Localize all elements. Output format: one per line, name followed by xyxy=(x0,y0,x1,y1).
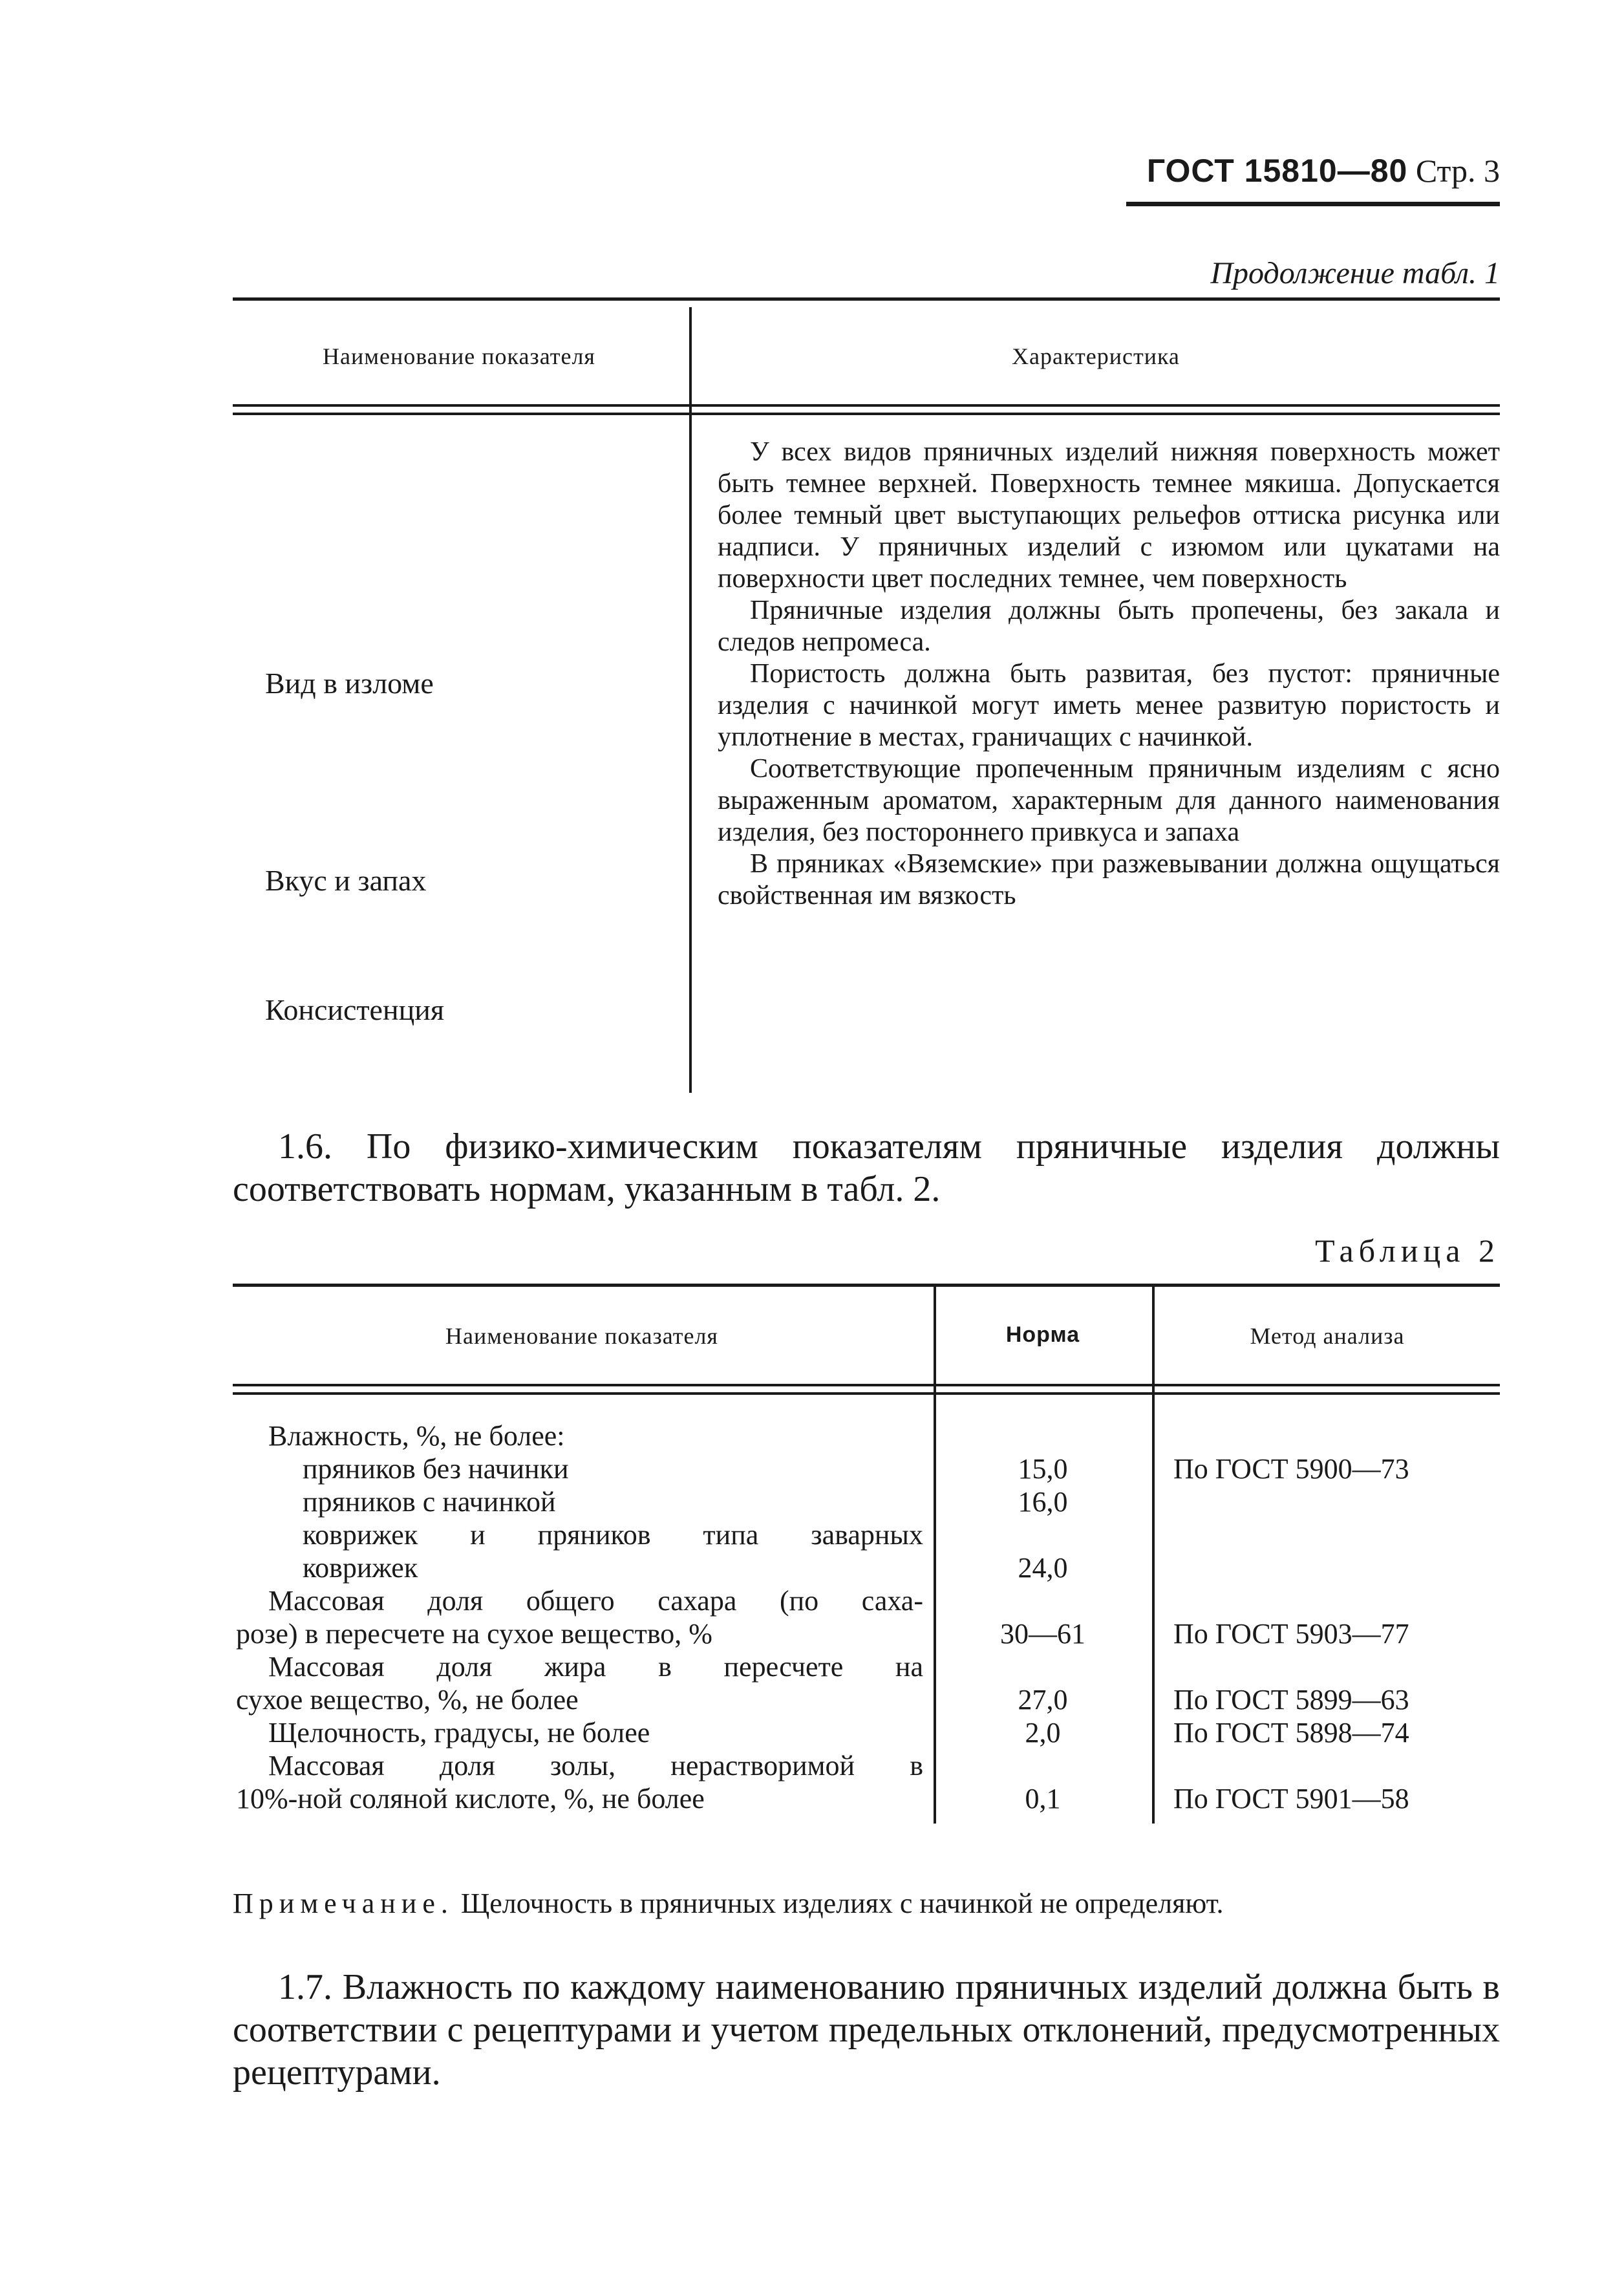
paragraph-1-6 xyxy=(233,1125,1500,1211)
label-taste: Вкус и запах xyxy=(265,864,427,897)
table1-header-rule-2 xyxy=(233,413,1500,415)
table2-row: 10%-ной соляной кислоте, %, не более xyxy=(236,1783,705,1814)
char-fracture-2: Пористость должна быть развитая, без пустот: пряничные изделия с начинкой могут иметь менее развитую пористость и уплотнение в местах, граничащих с начинкой. xyxy=(718,659,1500,752)
table2-row: пряников без начинки xyxy=(303,1453,569,1485)
table2-row: коврижек xyxy=(303,1552,418,1584)
table2-norm: 2,0 xyxy=(1025,1717,1061,1749)
table1-continuation: Продолжение табл. 1 xyxy=(1210,256,1500,290)
table2-row: Массовая доля жира в пересчете на xyxy=(268,1651,923,1683)
table1-header-char: Характеристика xyxy=(1012,343,1180,369)
label-fracture: Вид в изломе xyxy=(265,667,434,700)
table1-top-rule xyxy=(233,297,1500,301)
table2-row: коврижек и пряников типа заварных xyxy=(303,1519,923,1551)
table2-method: По ГОСТ 5901—58 xyxy=(1173,1783,1409,1814)
table2-note xyxy=(233,1885,1500,1922)
gost-number: ГОСТ 15810—80 xyxy=(1146,153,1408,189)
page-number: Стр. 3 xyxy=(1415,153,1500,189)
table2-row: сухое вещество, %, не более xyxy=(236,1684,579,1716)
paragraph-1-7 xyxy=(233,1966,1500,2094)
table2-row: Влажность, %, не более: xyxy=(268,1420,565,1452)
table2-top-rule xyxy=(233,1284,1500,1287)
table2-header-norm: Норма xyxy=(1005,1322,1080,1347)
char-consistency: В пряниках «Вяземские» при разжевывании должна ощущаться свойственная им вязкость xyxy=(718,849,1500,910)
table1-characteristics xyxy=(718,436,1500,912)
table2-norm: 24,0 xyxy=(1018,1552,1068,1584)
table2-divider-2 xyxy=(1152,1287,1155,1824)
table2-title: Таблица 2 xyxy=(1315,1232,1500,1269)
char-appearance: У всех видов пряничных изделий нижняя поверхность может быть темнее верхней. Поверхность темнее мякиша. Допускается более темный цвет выступающих рельефов оттиска рисунка или надписи. У пряничных изделий с изюмом или цукатами на поверхности цвет последних темнее, чем поверхность xyxy=(718,437,1500,594)
paragraph-1-7-text: 1.7. Влажность по каждому наименованию пряничных изделий должна быть в соответствии с рецептурами и учетом предельных отклонений, предусмотренных рецептурами. xyxy=(233,1967,1500,2093)
table2-row: розе) в пересчете на сухое вещество, % xyxy=(236,1618,712,1650)
table2-norm: 0,1 xyxy=(1025,1783,1061,1814)
label-consistency: Консистенция xyxy=(265,993,444,1026)
table1-column-divider xyxy=(689,307,692,1093)
header-rule xyxy=(1126,202,1500,206)
table2-method: По ГОСТ 5903—77 xyxy=(1173,1618,1409,1650)
char-taste: Соответствующие пропеченным пряничным изделиям с ясно выраженным ароматом, характерным для данного наименования изделия, без постороннего привкуса и запаха xyxy=(718,754,1500,847)
table2-header-rule-1 xyxy=(233,1384,1500,1386)
note-label: Примечание. xyxy=(233,1888,454,1919)
table2-header-rule-2 xyxy=(233,1392,1500,1395)
note-text: Щелочность в пряничных изделиях с начинкой не определяют. xyxy=(460,1888,1224,1919)
table1-header-rule-1 xyxy=(233,404,1500,407)
table2-norm: 27,0 xyxy=(1018,1684,1068,1716)
table2-header-method: Метод анализа xyxy=(1250,1323,1405,1349)
table2-header-name: Наименование показателя xyxy=(445,1323,718,1349)
paragraph-1-6-text: 1.6. По физико-химическим показателям пряничные изделия должны соответствовать нормам, указанным в табл. 2. xyxy=(233,1126,1500,1209)
table1-header-name: Наименование показателя xyxy=(323,343,595,369)
table2-row: Щелочность, градусы, не более xyxy=(268,1717,650,1749)
table2-method: По ГОСТ 5899—63 xyxy=(1173,1684,1409,1716)
char-fracture-1: Пряничные изделия должны быть пропечены, без закала и следов непромеса. xyxy=(718,596,1500,657)
table2-norm: 15,0 xyxy=(1018,1453,1068,1485)
table2-row: пряников с начинкой xyxy=(303,1486,556,1518)
table2-method: По ГОСТ 5898—74 xyxy=(1173,1717,1409,1749)
table2-row: Массовая доля золы, нерастворимой в xyxy=(268,1750,923,1781)
table2-row: Массовая доля общего сахара (по саха- xyxy=(268,1585,923,1617)
table2-method: По ГОСТ 5900—73 xyxy=(1173,1453,1409,1485)
table2-norm: 30—61 xyxy=(1000,1618,1085,1650)
page-header xyxy=(1138,152,1500,189)
table2-norm: 16,0 xyxy=(1018,1486,1068,1518)
